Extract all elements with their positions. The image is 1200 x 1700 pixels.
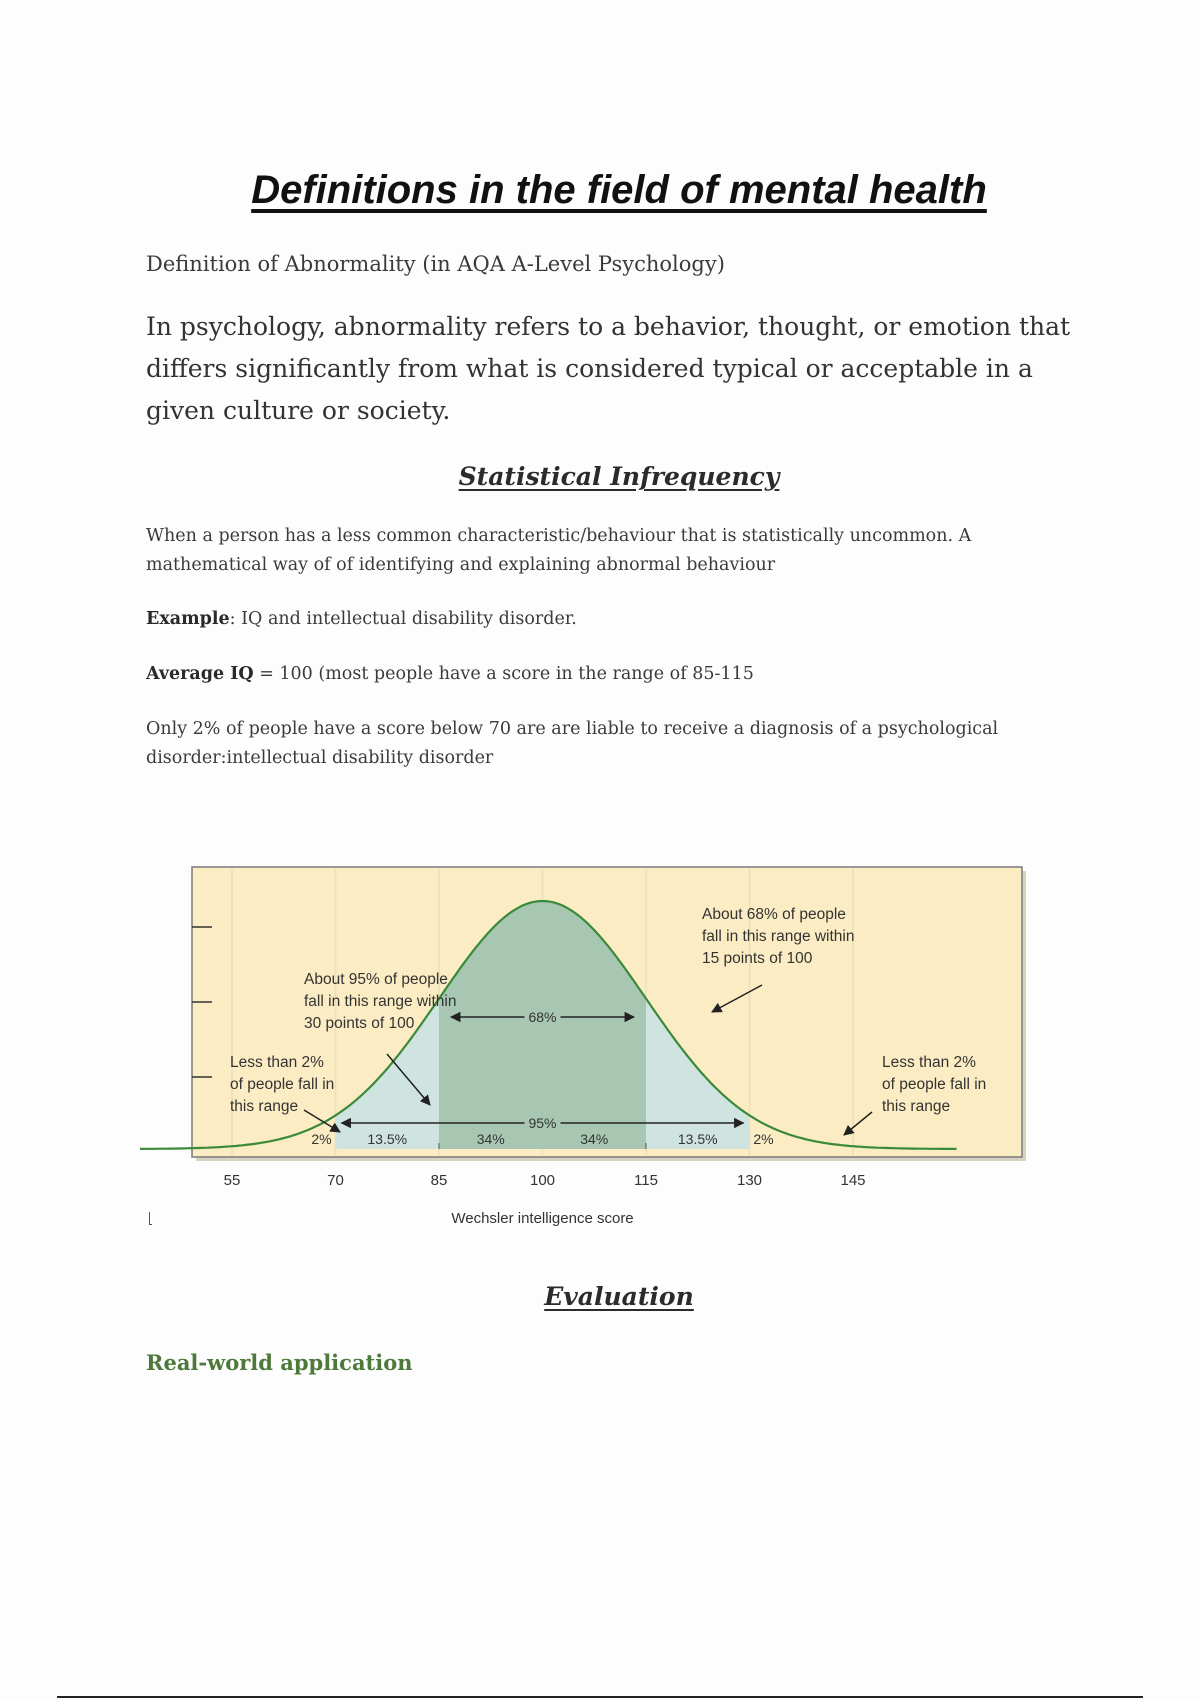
footer-divider [57,1696,1143,1698]
sixty-eight-annotation: About 68% of people [702,906,846,923]
ninety-five-annotation: 30 points of 100 [304,1015,415,1032]
x-tick-label: 145 [840,1172,866,1189]
band-percent-label: 34% [580,1131,609,1147]
band-percent-label: 34% [476,1131,505,1147]
right-tail-annotation: this range [882,1098,951,1115]
right-tail-percent-label: 2% [753,1131,774,1147]
band-percent-label: 13.5% [677,1131,718,1147]
left-tail-annotation: Less than 2% [230,1054,324,1071]
x-axis-label: Wechsler intelligence score [451,1210,634,1227]
x-tick-label: 100 [529,1172,556,1189]
ninety-five-annotation: fall in this range within [304,993,457,1010]
average-iq-paragraph [146,660,1046,689]
iq-distribution-svg [140,855,1040,1240]
left-tail-annotation: of people fall in [230,1076,335,1093]
sixty-eight-annotation: 15 points of 100 [702,950,813,967]
only-two-percent-text: Only 2% of people have a score below 70 are are liable to receive a diagnosis of a psychological disorder:intellectual disability disorder [146,719,999,768]
sd2-range-label: 95% [528,1115,557,1131]
x-tick-label: 115 [634,1172,658,1189]
evaluation-heading: Evaluation [544,1282,694,1311]
ninety-five-annotation: About 95% of people [304,971,448,988]
right-tail-annotation: of people fall in [882,1076,987,1093]
page-title: Definitions in the field of mental health [251,168,987,212]
average-iq-text: = 100 (most people have a score in the range of 85-115 [253,664,754,684]
real-world-application-heading: Real-world application [146,1350,413,1375]
sixty-eight-annotation: fall in this range within [702,928,855,945]
band-percent-label: 13.5% [367,1131,408,1147]
stray-mark [149,1212,152,1225]
abnormality-definition-heading: Definition of Abnormality (in AQA A-Level Psychology) [146,252,725,276]
average-iq-label: Average IQ [146,664,254,684]
left-tail-annotation: this range [230,1098,299,1115]
example-text: : IQ and intellectual disability disorder. [229,609,577,629]
x-tick-label: 85 [430,1172,448,1189]
sd1-range-label: 68% [528,1009,557,1025]
example-label: Example [146,609,230,629]
x-tick-label: 55 [223,1172,241,1189]
left-tail-percent-label: 2% [311,1131,332,1147]
abnormality-definition-text: In psychology, abnormality refers to a behavior, thought, or emotion that differs significantly from what is considered typical or acceptable in a given culture or society. [146,312,1071,425]
iq-distribution-chart [140,855,1040,1240]
right-tail-annotation: Less than 2% [882,1054,976,1071]
x-tick-label: 130 [736,1172,763,1189]
x-tick-label: 70 [327,1172,344,1189]
example-paragraph [146,605,1046,634]
statistical-definition-text: When a person has a less common characteristic/behaviour that is statistically uncommon. A mathematical way of of identifying and explaining abnormal behaviour [146,526,972,575]
statistical-infrequency-heading: Statistical Infrequency [458,462,780,491]
